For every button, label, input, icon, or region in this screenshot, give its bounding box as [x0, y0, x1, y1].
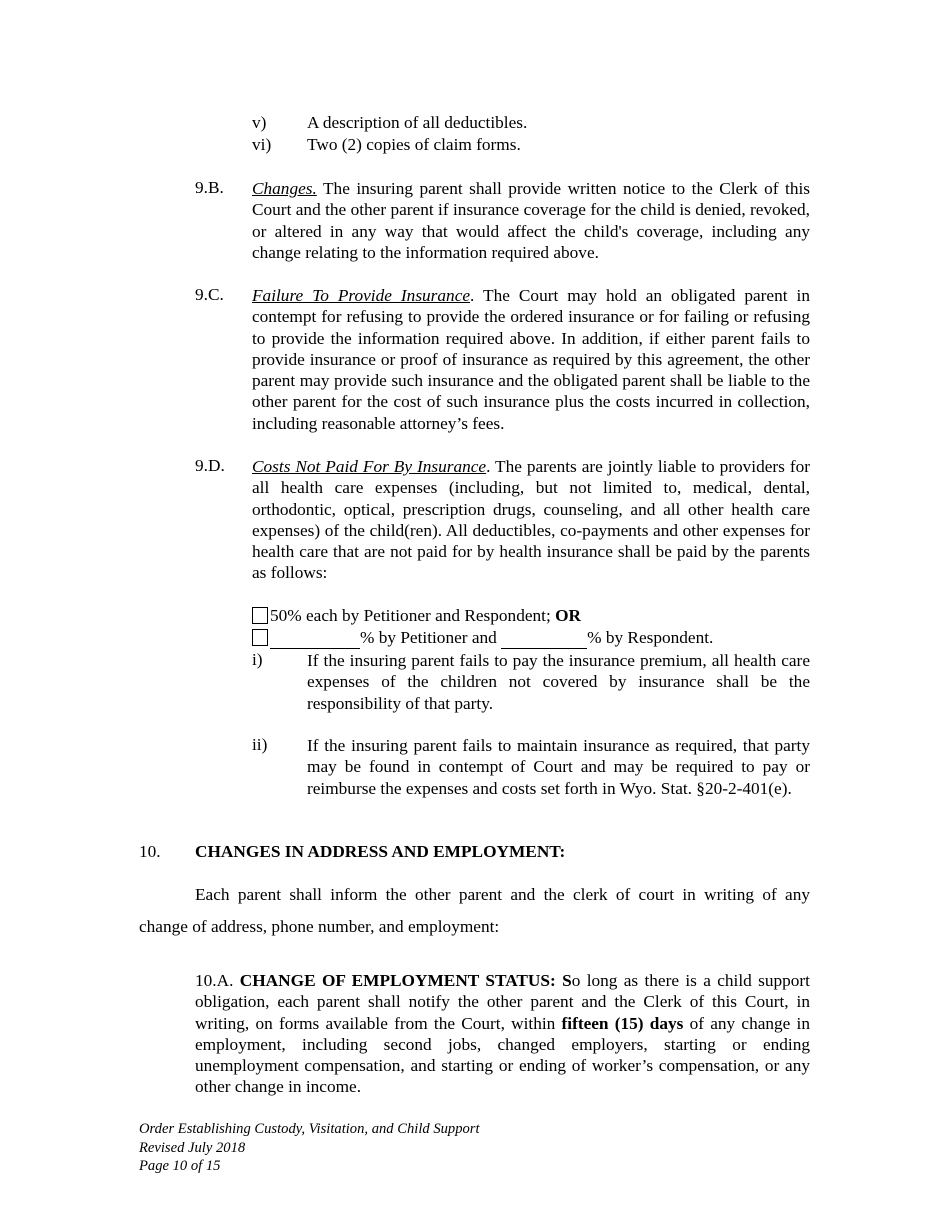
section-body: The insuring parent shall provide written notice to the Clerk of this Court and the other parent if insurance coverage for the child is denied, revoked, or altered in any way that would affect the child's coverage, including any change relating to the information required above. [252, 179, 810, 262]
list-marker: i) [252, 650, 263, 669]
section-body: o long as there is a child support obligation, each parent shall notify the other parent and the Clerk of this Court, in writing, on forms available from the Court, within [195, 971, 810, 1033]
section-10-heading: CHANGES IN ADDRESS AND EMPLOYMENT: [195, 842, 566, 861]
section-10-paragraph-line2: change of address, phone number, and employment: [139, 917, 500, 936]
option-custom-split [252, 628, 713, 649]
list-item-text: A description of all deductibles. [307, 113, 528, 132]
section-number: 9.C. [195, 285, 224, 304]
option-label: % by Respondent. [587, 628, 714, 647]
section-heading: CHANGE OF EMPLOYMENT STATUS: S [239, 971, 572, 990]
respondent-percent-blank[interactable] [501, 628, 587, 649]
footer-title: Order Establishing Custody, Visitation, and Child Support [139, 1121, 480, 1137]
deadline-text: fifteen (15) days [561, 1013, 684, 1033]
equal-split-checkbox[interactable] [252, 607, 268, 624]
section-body: . The parents are jointly liable to providers for all health care expenses (including, but not limited to, medical, dental, orthodontic, optical, prescription drugs, counseling, and all other health care expenses) of the child(ren). All deductibles, co-payments and other expenses for health care that are not paid for by health insurance shall be paid by the parents as follows: [252, 457, 810, 583]
page-footer [139, 1120, 480, 1176]
footer-page-number: Page 10 of 15 [139, 1158, 221, 1174]
section-body: of any change in employment, including second jobs, changed employers, starting or ending unemployment compensation, and starting or ending of worker’s compensation, or any other change in income. [195, 1013, 810, 1097]
section-number: 9.B. [195, 178, 224, 197]
list-item [252, 113, 266, 133]
petitioner-percent-blank[interactable] [270, 628, 360, 649]
list-item-text: Two (2) copies of claim forms. [307, 135, 521, 154]
list-marker: vi) [252, 135, 272, 154]
section-10a-paragraph [195, 970, 810, 1098]
section-title: Costs Not Paid For By Insurance [252, 457, 487, 476]
section-9d-paragraph [252, 456, 810, 584]
list-marker: v) [252, 113, 267, 132]
option-equal-split [252, 606, 581, 626]
section-10-paragraph-line1: Each parent shall inform the other parent and the clerk of court in writing of any [195, 885, 810, 904]
section-body: . The Court may hold an obligated parent in contempt for refusing to provide the ordered insurance or for failing or refusing to provide the information required above. In addition, if either parent fails to provide insurance or proof of insurance as required by this agreement, the other parent may provide such insurance and the obligated parent shall be liable to the other parent for the cost of such insurance plus the costs incurred in collection, including reasonable attorney’s fees. [252, 286, 810, 433]
section-number: 10. [139, 842, 161, 861]
option-label: % by Petitioner and [360, 628, 502, 647]
option-label: 50% each by Petitioner and Respondent; [270, 606, 556, 625]
option-or: OR [555, 606, 581, 625]
section-label: 10.A. [195, 971, 240, 990]
list-marker: ii) [252, 735, 268, 754]
section-9b-paragraph [252, 178, 810, 263]
footer-revision: Revised July 2018 [139, 1139, 246, 1156]
section-title: Changes. [252, 179, 317, 198]
list-item-text: If the insuring parent fails to maintain insurance as required, that party may be found in contempt of Court and may be required to pay or reimburse the expenses and costs set forth in Wyo. Stat. §20-2-401(e). [307, 736, 810, 798]
section-9c-paragraph [252, 285, 810, 434]
list-item-text: If the insuring parent fails to pay the insurance premium, all health care expenses of the children not covered by insurance shall be the responsibility of that party. [307, 651, 810, 713]
custom-split-checkbox[interactable] [252, 629, 268, 646]
section-title: Failure To Provide Insurance [252, 286, 471, 305]
section-number: 9.D. [195, 456, 225, 475]
